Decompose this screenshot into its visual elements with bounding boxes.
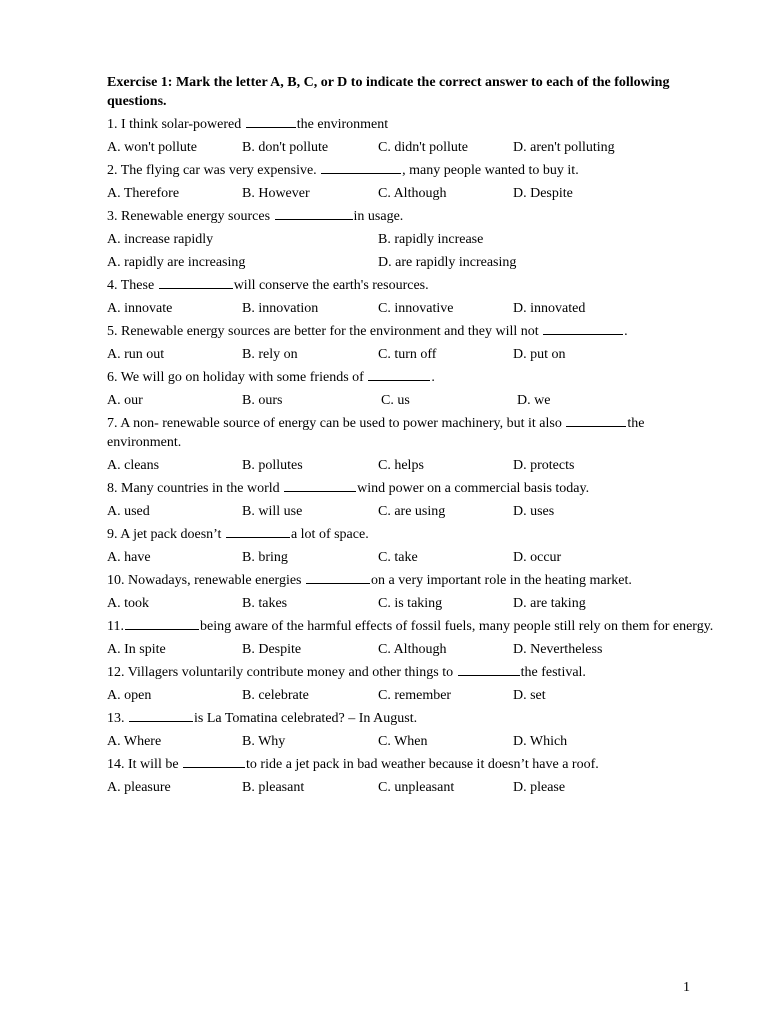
question-text: a lot of space. (290, 527, 369, 542)
question-text: 12. Villagers voluntarily contribute money and other things to (107, 665, 457, 680)
question-5 (107, 322, 707, 341)
options-4 (107, 299, 707, 318)
question-text: the festival. (520, 665, 586, 680)
option-b[interactable]: B. celebrate (242, 688, 309, 703)
options-3a (107, 230, 707, 249)
option-c[interactable]: C. Although (378, 642, 447, 657)
option-d[interactable]: D. Which (513, 734, 568, 749)
question-3 (107, 207, 707, 226)
option-c[interactable]: C. innovative (378, 301, 454, 316)
question-text: 8. Many countries in the world (107, 481, 284, 496)
answer-blank (321, 161, 401, 174)
options-9 (107, 548, 707, 567)
question-text: 9. A jet pack doesn’t (107, 527, 225, 542)
option-d[interactable]: D. innovated (513, 301, 586, 316)
question-text: 7. A non- renewable source of energy can be used to power machinery, but it also (107, 416, 566, 431)
question-8 (107, 479, 707, 498)
question-text: 13. (107, 711, 128, 726)
options-7 (107, 456, 707, 475)
option-b[interactable]: B. pollutes (242, 458, 303, 473)
answer-blank (368, 368, 430, 381)
option-a[interactable]: A. Where (107, 734, 162, 749)
option-b[interactable]: B. Despite (242, 642, 302, 657)
question-text: 4. These (107, 278, 158, 293)
option-b[interactable]: B. ours (242, 393, 283, 408)
question-text: the environment (296, 117, 389, 132)
question-11 (107, 617, 714, 636)
options-13 (107, 732, 707, 751)
answer-blank (125, 617, 199, 630)
question-text: . (431, 370, 435, 385)
question-text: wind power on a commercial basis today. (357, 481, 590, 496)
option-c[interactable]: C. turn off (378, 347, 437, 362)
option-c[interactable]: A. rapidly are increasing (107, 255, 246, 270)
option-b[interactable]: B. rely on (242, 347, 298, 362)
option-c[interactable]: C. unpleasant (378, 780, 455, 795)
question-text: will conserve the earth's resources. (233, 278, 429, 293)
options-1 (107, 138, 707, 157)
option-a[interactable]: A. increase rapidly (107, 232, 214, 247)
option-a[interactable]: A. won't pollute (107, 140, 198, 155)
question-4 (107, 276, 707, 295)
option-c[interactable]: C. helps (378, 458, 424, 473)
question-text: 1. I think solar-powered (107, 117, 245, 132)
option-d[interactable]: D. please (513, 780, 566, 795)
question-text: on a very important role in the heating market. (371, 573, 632, 588)
option-c[interactable]: C. When (378, 734, 428, 749)
question-text: 10. Nowadays, renewable energies (107, 573, 306, 588)
option-d[interactable]: D. are taking (513, 596, 586, 611)
question-12 (107, 663, 707, 682)
option-c[interactable]: C. didn't pollute (378, 140, 469, 155)
answer-blank (284, 479, 356, 492)
question-13 (107, 709, 707, 728)
option-b[interactable]: B. bring (242, 550, 288, 565)
option-a[interactable]: A. pleasure (107, 780, 171, 795)
question-text: 2. The flying car was very expensive. (107, 163, 321, 178)
option-b[interactable]: B. innovation (242, 301, 319, 316)
answer-blank (458, 663, 520, 676)
option-c[interactable]: C. us (381, 393, 410, 408)
option-d[interactable]: D. aren't polluting (513, 140, 615, 155)
answer-blank (129, 709, 193, 722)
option-b[interactable]: B. Why (242, 734, 286, 749)
option-b[interactable]: B. takes (242, 596, 288, 611)
answer-blank (246, 115, 296, 128)
option-b[interactable]: B. However (242, 186, 310, 201)
options-14 (107, 778, 707, 797)
answer-blank (306, 571, 370, 584)
option-d[interactable]: D. protects (513, 458, 575, 473)
question-9 (107, 525, 707, 544)
option-a[interactable]: A. have (107, 550, 151, 565)
option-a[interactable]: A. cleans (107, 458, 160, 473)
options-2 (107, 184, 707, 203)
options-10 (107, 594, 707, 613)
option-b[interactable]: B. will use (242, 504, 303, 519)
answer-blank (226, 525, 290, 538)
option-a[interactable]: A. took (107, 596, 149, 611)
question-7 (107, 414, 707, 452)
option-a[interactable]: A. used (107, 504, 150, 519)
option-a[interactable]: A. Therefore (107, 186, 180, 201)
answer-blank (566, 414, 626, 427)
option-a[interactable]: A. In spite (107, 642, 166, 657)
options-12 (107, 686, 707, 705)
answer-blank (275, 207, 353, 220)
answer-blank (183, 755, 245, 768)
option-d[interactable]: D. Despite (513, 186, 573, 201)
page-number: 1 (683, 980, 690, 995)
question-1 (107, 115, 707, 134)
exercise-title: Exercise 1: Mark the letter A, B, C, or D to indicate the correct answer to each of the following questions. (107, 75, 670, 109)
option-d[interactable]: D. uses (513, 504, 555, 519)
option-d[interactable]: D. are rapidly increasing (378, 255, 517, 270)
answer-blank (543, 322, 623, 335)
option-c[interactable]: C. Although (378, 186, 447, 201)
question-text: in usage. (353, 209, 404, 224)
question-text: 3. Renewable energy sources (107, 209, 274, 224)
option-c[interactable]: C. remember (378, 688, 452, 703)
question-2 (107, 161, 707, 180)
options-6 (107, 391, 707, 410)
question-text: 5. Renewable energy sources are better for the environment and they will not (107, 324, 543, 339)
option-d[interactable]: D. occur (513, 550, 562, 565)
question-text: the environment. (107, 416, 645, 450)
question-14 (107, 755, 707, 774)
question-text: to ride a jet pack in bad weather because it doesn’t have a roof. (246, 757, 599, 772)
option-c[interactable]: C. is taking (378, 596, 443, 611)
option-b[interactable]: B. pleasant (242, 780, 305, 795)
question-10 (107, 571, 707, 590)
options-3b (107, 253, 707, 272)
option-a[interactable]: A. innovate (107, 301, 173, 316)
option-c[interactable]: C. are using (378, 504, 446, 519)
answer-blank (159, 276, 233, 289)
option-c[interactable]: C. take (378, 550, 418, 565)
question-text: . (624, 324, 628, 339)
exercise-page (107, 73, 714, 797)
question-text: , many people wanted to buy it. (402, 163, 579, 178)
question-text: being aware of the harmful effects of fossil fuels, many people still rely on them for energy. (199, 619, 714, 634)
option-b[interactable]: B. don't pollute (242, 140, 329, 155)
option-d[interactable]: D. we (517, 393, 551, 408)
options-11 (107, 640, 707, 659)
option-d[interactable]: D. set (513, 688, 546, 703)
option-b[interactable]: B. rapidly increase (378, 232, 484, 247)
question-text: is La Tomatina celebrated? – In August. (194, 711, 418, 726)
option-a[interactable]: A. our (107, 393, 143, 408)
question-text: 6. We will go on holiday with some friends of (107, 370, 368, 385)
options-8 (107, 502, 707, 521)
question-6 (107, 368, 707, 387)
option-d[interactable]: D. Nevertheless (513, 642, 603, 657)
question-text: 14. It will be (107, 757, 183, 772)
options-5 (107, 345, 707, 364)
question-text: 11. (107, 619, 124, 634)
option-a[interactable]: A. run out (107, 347, 165, 362)
option-a[interactable]: A. open (107, 688, 152, 703)
option-d[interactable]: D. put on (513, 347, 566, 362)
